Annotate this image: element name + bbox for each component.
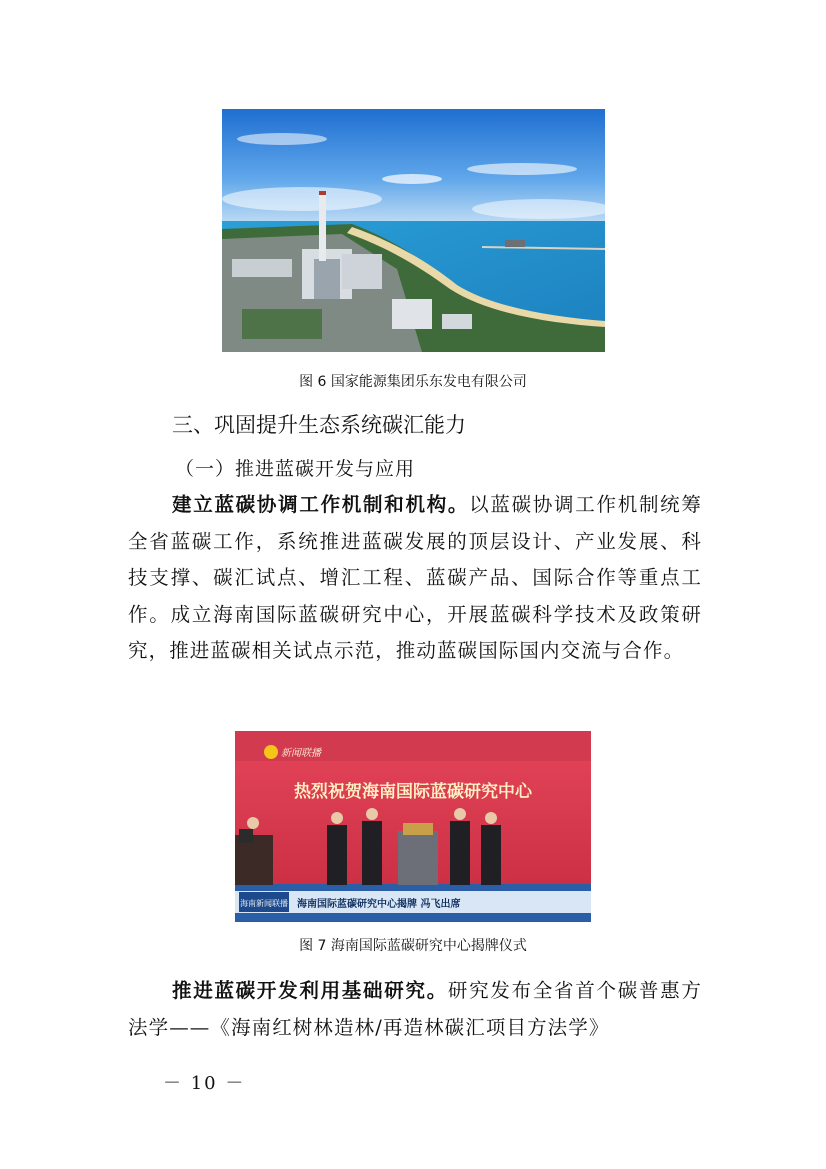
paragraph-1-lead: 建立蓝碳协调工作机制和机构。	[172, 493, 470, 516]
figure-7-caption: 图 7 海南国际蓝碳研究中心揭牌仪式	[299, 938, 527, 954]
section-heading: 三、巩固提升生态系统碳汇能力	[172, 413, 466, 437]
figure-7-photo	[235, 731, 591, 922]
tv-logo-text: 新闻联播	[281, 748, 321, 759]
tv-logo	[264, 745, 323, 759]
paragraph-2-lead: 推进蓝碳开发利用基础研究。	[172, 979, 448, 1002]
paragraph-2	[128, 973, 702, 1046]
ticker-tag: 海南新闻联播	[240, 899, 288, 908]
paragraph-2-body: 研究发布全省首个碳普惠方法学——《海南红树林造林/再造林碳汇项目方法学》	[128, 979, 702, 1039]
figure-6-photo	[222, 109, 605, 352]
paragraph-1	[128, 487, 702, 670]
section-subheading: （一）推进蓝碳开发与应用	[175, 458, 416, 480]
paragraph-1-body: 以蓝碳协调工作机制统筹全省蓝碳工作，系统推进蓝碳发展的顶层设计、产业发展、科技支撑、碳汇试点、增汇工程、蓝碳产品、国际合作等重点工作。成立海南国际蓝碳研究中心，开展蓝碳科学技术及政策研究，推进蓝碳相关试点示范，推动蓝碳国际国内交流与合作。	[128, 493, 702, 662]
banner-text: 热烈祝贺海南国际蓝碳研究中心	[294, 782, 532, 802]
figure-6-caption: 图 6 国家能源集团乐东发电有限公司	[299, 374, 527, 390]
page-number: － 10 －	[163, 1073, 246, 1094]
ticker-text: 海南国际蓝碳研究中心揭牌 冯飞出席	[297, 899, 461, 910]
